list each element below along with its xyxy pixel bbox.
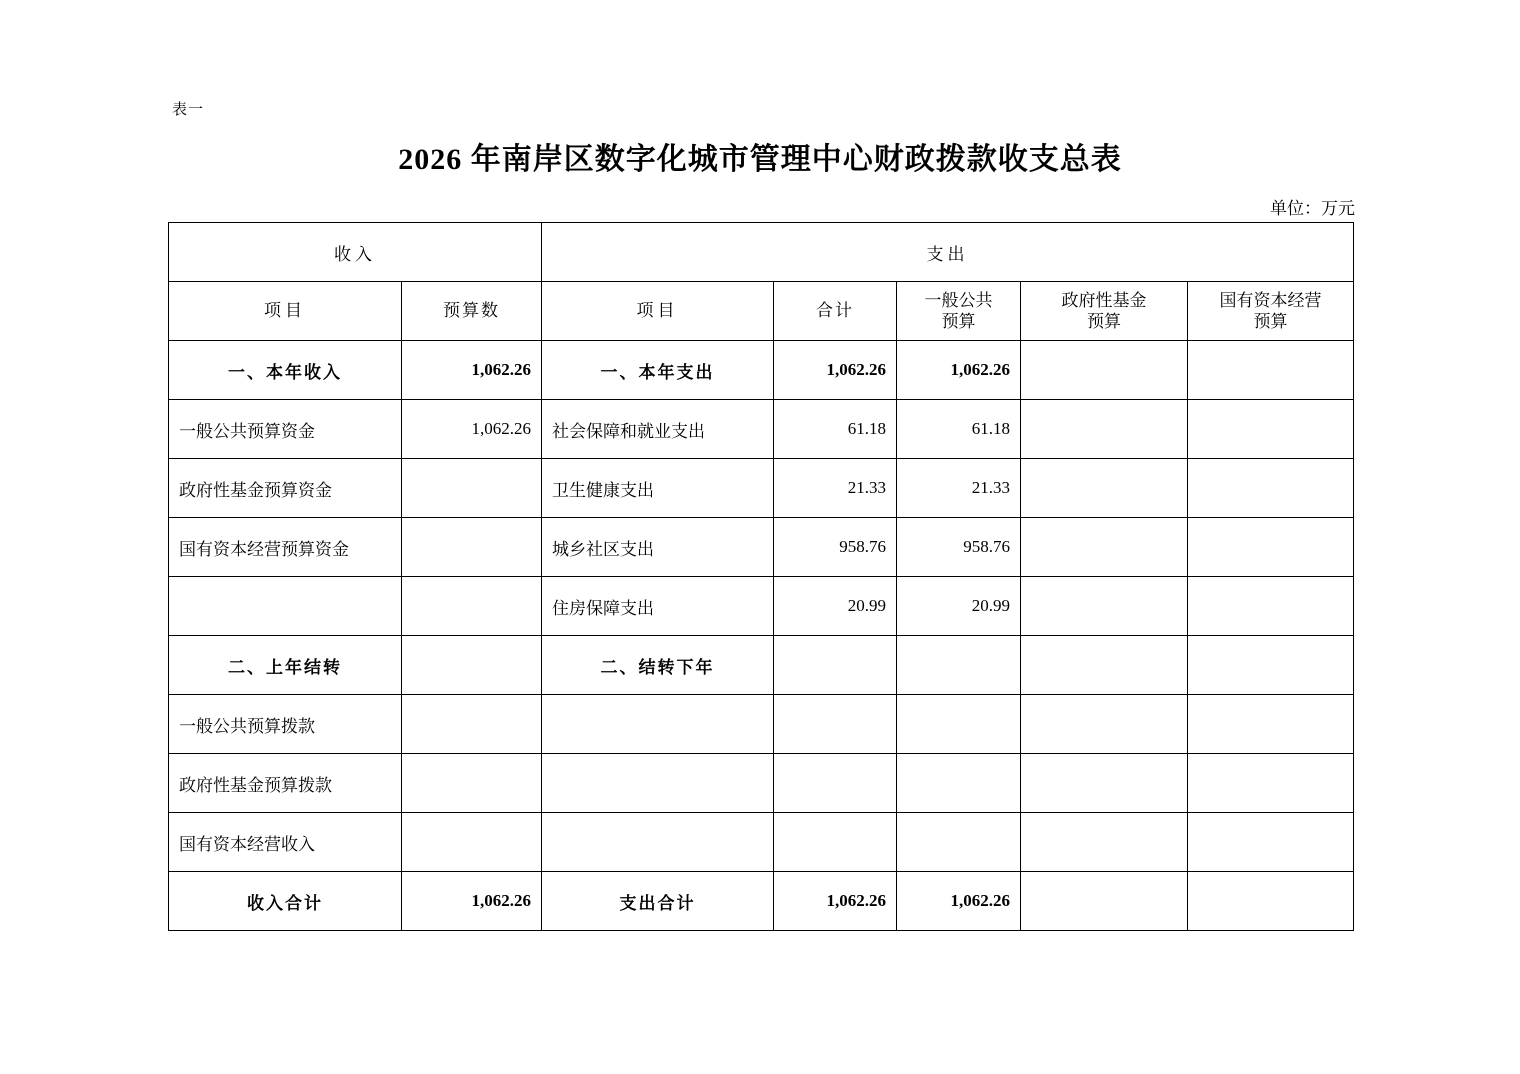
cell-exp-gov-fund xyxy=(1021,341,1188,400)
cell-income-budget: 1,062.26 xyxy=(402,341,542,400)
cell-exp-gov-fund xyxy=(1021,459,1188,518)
col-header-exp-general-public-line1: 一般公共 xyxy=(924,290,993,310)
col-header-exp-gov-fund-line2: 预算 xyxy=(1087,312,1121,331)
unit-note: 单位：万元 xyxy=(1270,199,1355,218)
cell-income-budget xyxy=(402,813,542,872)
table-number-label: 表一 xyxy=(172,102,205,118)
cell-exp-item: 二、结转下年 xyxy=(542,636,774,695)
col-header-exp-gov-fund-line1: 政府性基金 xyxy=(1061,290,1147,310)
cell-exp-item xyxy=(542,813,774,872)
col-header-exp-gov-fund xyxy=(1021,282,1188,341)
page-title: 2026 年南岸区数字化城市管理中心财政拨款收支总表 xyxy=(398,143,1122,176)
cell-exp-gov-fund xyxy=(1021,695,1188,754)
cell-exp-total: 61.18 xyxy=(774,400,897,459)
table-row xyxy=(169,754,1354,813)
table-row xyxy=(169,518,1354,577)
cell-exp-state-capital xyxy=(1188,341,1354,400)
table-row xyxy=(169,577,1354,636)
col-header-exp-general-public-line2: 预算 xyxy=(941,312,976,331)
cell-income-budget: 1,062.26 xyxy=(402,872,542,931)
cell-exp-general-public xyxy=(897,636,1021,695)
cell-exp-gov-fund xyxy=(1021,577,1188,636)
table-group-header-row xyxy=(169,223,1354,282)
cell-income-budget xyxy=(402,695,542,754)
cell-exp-item xyxy=(542,754,774,813)
cell-exp-general-public: 1,062.26 xyxy=(897,872,1021,931)
cell-exp-gov-fund xyxy=(1021,813,1188,872)
cell-income-item: 政府性基金预算资金 xyxy=(169,459,402,518)
cell-exp-state-capital xyxy=(1188,695,1354,754)
cell-income-item: 一般公共预算资金 xyxy=(169,400,402,459)
cell-exp-total xyxy=(774,636,897,695)
cell-exp-state-capital xyxy=(1188,754,1354,813)
col-header-income-budget: 预算数 xyxy=(402,282,542,341)
cell-income-item xyxy=(169,577,402,636)
cell-income-item: 一般公共预算拨款 xyxy=(169,695,402,754)
cell-exp-general-public: 61.18 xyxy=(897,400,1021,459)
cell-exp-total: 958.76 xyxy=(774,518,897,577)
cell-exp-general-public: 1,062.26 xyxy=(897,341,1021,400)
col-header-income-item: 项目 xyxy=(169,282,402,341)
cell-exp-item: 住房保障支出 xyxy=(542,577,774,636)
cell-exp-total: 21.33 xyxy=(774,459,897,518)
cell-exp-total: 1,062.26 xyxy=(774,872,897,931)
cell-income-item: 国有资本经营预算资金 xyxy=(169,518,402,577)
cell-exp-total xyxy=(774,813,897,872)
group-header-income: 收入 xyxy=(169,223,542,282)
cell-income-budget xyxy=(402,636,542,695)
table-total-row xyxy=(169,872,1354,931)
cell-income-item: 国有资本经营收入 xyxy=(169,813,402,872)
table-column-header-row xyxy=(169,282,1354,341)
cell-exp-item: 一、本年支出 xyxy=(542,341,774,400)
cell-exp-state-capital xyxy=(1188,518,1354,577)
cell-exp-item: 支出合计 xyxy=(542,872,774,931)
cell-exp-gov-fund xyxy=(1021,636,1188,695)
col-header-exp-state-capital-line2: 预算 xyxy=(1253,312,1288,331)
table-row xyxy=(169,341,1354,400)
col-header-exp-total: 合计 xyxy=(774,282,897,341)
cell-income-item: 一、本年收入 xyxy=(169,341,402,400)
cell-exp-general-public: 20.99 xyxy=(897,577,1021,636)
cell-exp-gov-fund xyxy=(1021,754,1188,813)
cell-exp-gov-fund xyxy=(1021,400,1188,459)
cell-exp-state-capital xyxy=(1188,636,1354,695)
table-row xyxy=(169,400,1354,459)
col-header-exp-state-capital-line1: 国有资本经营 xyxy=(1219,290,1322,310)
col-header-exp-general-public xyxy=(897,282,1021,341)
cell-exp-item xyxy=(542,695,774,754)
cell-exp-gov-fund xyxy=(1021,872,1188,931)
table-row xyxy=(169,459,1354,518)
group-header-expenditure: 支出 xyxy=(542,223,1354,282)
table-row xyxy=(169,636,1354,695)
col-header-exp-item: 项目 xyxy=(542,282,774,341)
cell-exp-general-public xyxy=(897,813,1021,872)
cell-income-item: 收入合计 xyxy=(169,872,402,931)
cell-income-item: 政府性基金预算拨款 xyxy=(169,754,402,813)
cell-income-item: 二、上年结转 xyxy=(169,636,402,695)
cell-exp-total: 20.99 xyxy=(774,577,897,636)
cell-exp-state-capital xyxy=(1188,813,1354,872)
table-row xyxy=(169,695,1354,754)
cell-exp-total: 1,062.26 xyxy=(774,341,897,400)
cell-exp-state-capital xyxy=(1188,577,1354,636)
cell-exp-state-capital xyxy=(1188,459,1354,518)
cell-exp-item: 城乡社区支出 xyxy=(542,518,774,577)
cell-income-budget: 1,062.26 xyxy=(402,400,542,459)
cell-exp-general-public: 21.33 xyxy=(897,459,1021,518)
cell-exp-item: 社会保障和就业支出 xyxy=(542,400,774,459)
cell-income-budget xyxy=(402,754,542,813)
cell-exp-general-public: 958.76 xyxy=(897,518,1021,577)
cell-exp-state-capital xyxy=(1188,872,1354,931)
cell-income-budget xyxy=(402,459,542,518)
cell-exp-item: 卫生健康支出 xyxy=(542,459,774,518)
cell-income-budget xyxy=(402,518,542,577)
cell-exp-total xyxy=(774,695,897,754)
cell-exp-gov-fund xyxy=(1021,518,1188,577)
cell-income-budget xyxy=(402,577,542,636)
col-header-exp-state-capital xyxy=(1188,282,1354,341)
cell-exp-general-public xyxy=(897,695,1021,754)
table-row xyxy=(169,813,1354,872)
cell-exp-total xyxy=(774,754,897,813)
cell-exp-general-public xyxy=(897,754,1021,813)
cell-exp-state-capital xyxy=(1188,400,1354,459)
budget-table xyxy=(168,222,1354,931)
